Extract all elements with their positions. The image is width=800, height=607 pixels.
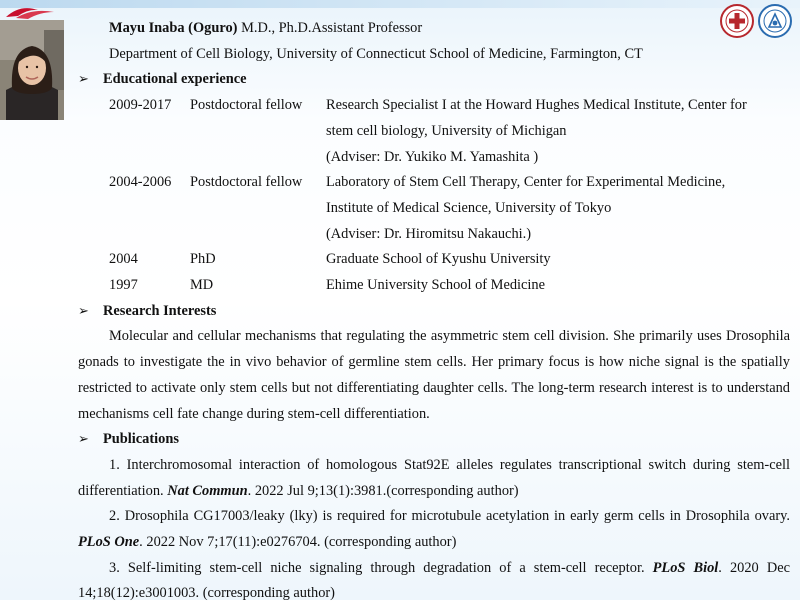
education-row [109, 93, 790, 170]
publication-journal: Nat Commun [167, 482, 248, 499]
publication-journal: PLoS Biol [652, 559, 719, 576]
arrow-bullet-icon: ➢ [78, 72, 89, 88]
education-adviser: (Adviser: Dr. Hiromitsu Nakauchi.) [326, 225, 532, 242]
education-years: 2004 [109, 251, 138, 268]
publication-item [78, 504, 790, 555]
profile-name-line [78, 16, 790, 42]
profile-title: M.D., Ph.D.Assistant Professor [241, 20, 423, 36]
education-position: MD [190, 277, 214, 294]
education-heading-text: Educational experience [103, 71, 247, 88]
education-description: Ehime University School of Medicine [326, 277, 546, 294]
publications-heading-text: Publications [103, 431, 179, 448]
profile-name: Mayu Inaba (Oguro) [109, 20, 238, 36]
education-years: 2009-2017 [109, 97, 172, 114]
education-row [109, 170, 790, 247]
profile-department: Department of Cell Biology, University of Connecticut School of Medicine, Farmington, CT [109, 45, 643, 62]
education-description [326, 93, 790, 170]
education-position: PhD [190, 251, 216, 268]
education-description [326, 170, 790, 247]
publication-item [78, 453, 790, 504]
publication-citation: . 2022 Jul 9;13(1):3981.(corresponding author) [247, 482, 519, 499]
education-description-line: Research Specialist I at the Howard Hughes Medical Institute, Center for [326, 97, 747, 114]
university-logo-icon [2, 2, 62, 22]
education-years: 1997 [109, 277, 138, 294]
publication-journal: PLoS One [78, 534, 140, 551]
publication-item [78, 556, 790, 607]
publication-text: 3. Self-limiting stem-cell niche signaling through degradation of a stem-cell receptor. [109, 559, 653, 576]
arrow-bullet-icon: ➢ [78, 432, 89, 448]
education-description-line: Laboratory of Stem Cell Therapy, Center for Experimental Medicine, [326, 174, 726, 191]
education-position: Postdoctoral fellow [190, 97, 303, 114]
top-decorative-bar [0, 0, 800, 8]
publication-text: 2. Drosophila CG17003/leaky (lky) is required for microtubule acetylation in early germ cells in Drosophila ovary. [109, 508, 790, 525]
education-position: Postdoctoral fellow [190, 174, 303, 191]
publication-text: 1. Interchromosomal interaction of homologous Stat92E alleles regulates transcriptional switch during stem-cell differentiation. [78, 456, 790, 499]
education-row [109, 273, 790, 299]
education-description-line: Institute of Medical Science, University of Tokyo [326, 199, 612, 216]
education-years: 2004-2006 [109, 174, 172, 191]
research-heading [78, 299, 790, 325]
education-table [78, 93, 790, 299]
slide-content [78, 16, 790, 607]
arrow-bullet-icon: ➢ [78, 303, 89, 319]
publications-heading [78, 427, 790, 453]
education-heading [78, 67, 790, 93]
research-paragraph: Molecular and cellular mechanisms that regulating the asymmetric stem cell division. She primarily uses Drosophila gonads to investigate the in vivo behavior of germline stem cells. Her primary focus is how niche signal is the spatially restricted to activate only stem cells but not differentiating daughter cells. The long-term research interest is to understand mechanisms cell fate change during stem-cell differentiation. [78, 328, 790, 422]
education-description-line: stem cell biology, University of Michigan [326, 122, 567, 139]
research-heading-text: Research Interests [103, 302, 217, 319]
education-description: Graduate School of Kyushu University [326, 251, 551, 268]
publication-citation: . 2022 Nov 7;17(11):e0276704. (corresponding author) [139, 534, 457, 551]
education-adviser: (Adviser: Dr. Yukiko M. Yamashita ) [326, 148, 539, 165]
education-row [109, 247, 790, 273]
publication-citation: . 2020 Dec 14;18(12):e3001003. (corresponding author) [78, 559, 790, 602]
portrait-photo [0, 20, 64, 120]
